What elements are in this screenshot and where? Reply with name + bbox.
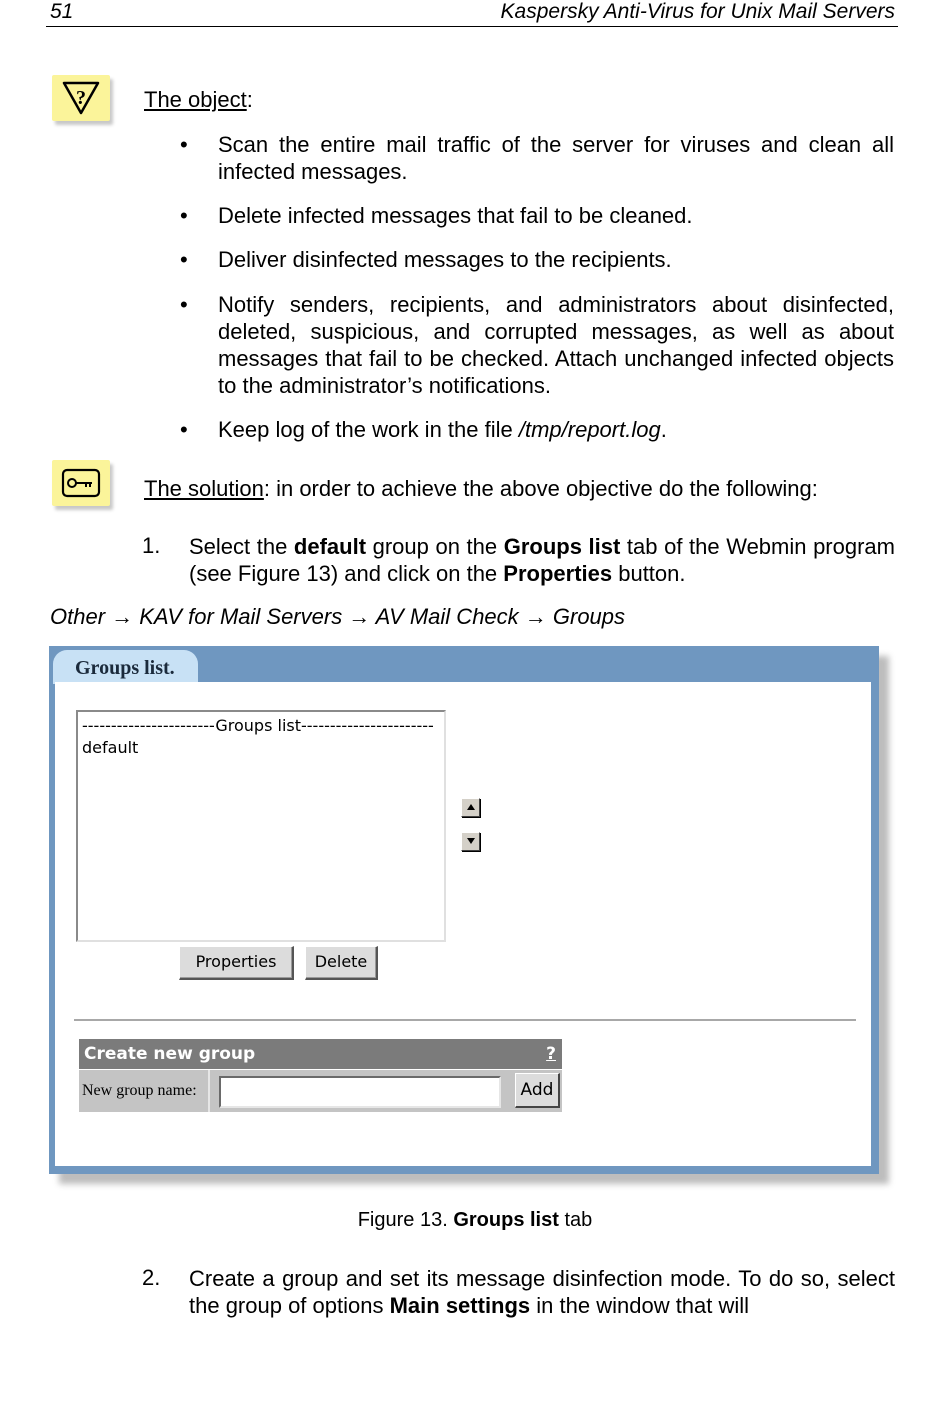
add-button[interactable]: Add bbox=[515, 1073, 560, 1108]
groups-listbox[interactable] bbox=[76, 710, 446, 942]
key-note-icon bbox=[52, 460, 110, 506]
object-heading: The object: bbox=[144, 87, 253, 112]
step-text: Select the default group on the Groups list tab of the Webmin program (see Figure 13) and click on the Properties button. bbox=[189, 534, 895, 586]
create-group-header bbox=[79, 1039, 562, 1069]
list-item: Delete infected messages that fail to be cleaned. bbox=[218, 203, 693, 228]
bullet-marker: • bbox=[180, 203, 188, 228]
step-number: 2. bbox=[142, 1265, 161, 1290]
header-rule bbox=[46, 26, 898, 27]
divider bbox=[74, 1019, 856, 1021]
list-header: -----------------------Groups list----------------------- bbox=[82, 716, 434, 735]
page-number: 51 bbox=[50, 0, 74, 23]
create-group-title: Create new group bbox=[84, 1044, 256, 1064]
svg-text:?: ? bbox=[76, 87, 86, 109]
bullet-marker: • bbox=[180, 417, 188, 442]
figure-caption: Figure 13. Groups list tab bbox=[357, 1209, 593, 1231]
arrow-down-icon[interactable] bbox=[461, 832, 480, 851]
navigation-path: Other → KAV for Mail Servers → AV Mail Check → Groups bbox=[50, 604, 626, 629]
step-text: Create a group and set its message disinfection mode. To do so, select the group of options Main settings in the window that will bbox=[189, 1266, 895, 1318]
new-group-name-input[interactable] bbox=[219, 1076, 501, 1108]
question-note-icon bbox=[52, 75, 110, 121]
tab-label: Groups list. bbox=[75, 657, 175, 679]
list-item: Keep log of the work in the file /tmp/report.log. bbox=[218, 417, 667, 442]
solution-heading: The solution: in order to achieve the above objective do the following: bbox=[144, 476, 818, 501]
list-item: Deliver disinfected messages to the recipients. bbox=[218, 247, 672, 272]
bullet-marker: • bbox=[180, 292, 188, 317]
properties-button[interactable]: Properties bbox=[179, 946, 294, 980]
tab-groups-list[interactable] bbox=[53, 650, 198, 684]
new-group-label: New group name: bbox=[79, 1070, 210, 1112]
create-group-row bbox=[79, 1070, 562, 1112]
delete-button[interactable]: Delete bbox=[305, 946, 378, 980]
running-title: Kaspersky Anti-Virus for Unix Mail Servers bbox=[500, 0, 895, 23]
step-number: 1. bbox=[142, 533, 161, 558]
list-item: Scan the entire mail traffic of the server for viruses and clean all infected messages. bbox=[218, 132, 894, 184]
arrow-up-icon[interactable] bbox=[461, 798, 480, 817]
bullet-marker: • bbox=[180, 247, 188, 272]
bullet-marker: • bbox=[180, 132, 188, 157]
list-item: Notify senders, recipients, and administrators about disinfected, deleted, suspicious, and corrupted messages, as well as about messages that fail to be checked. Attach unchanged infected objects to the administrator’s notifications. bbox=[218, 292, 894, 398]
list-item-default[interactable]: default bbox=[82, 738, 139, 757]
help-link[interactable]: ? bbox=[546, 1044, 556, 1064]
